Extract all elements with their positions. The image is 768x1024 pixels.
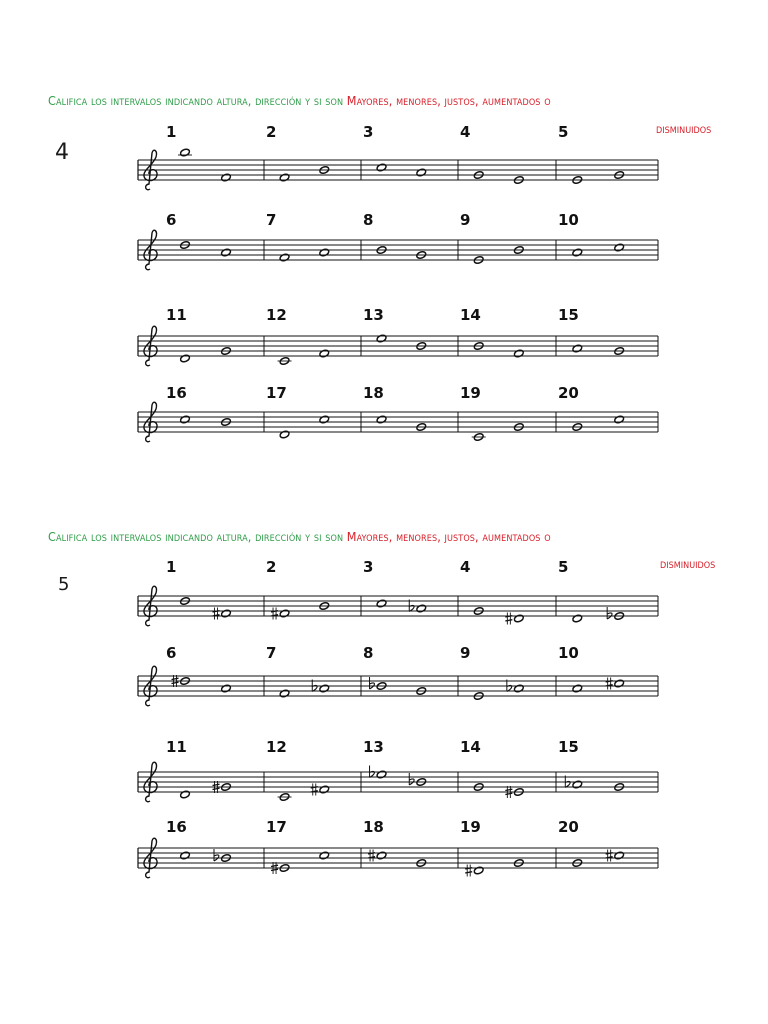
measure-number: 6: [166, 211, 177, 229]
measure-number: 17: [266, 384, 287, 402]
whole-note: [180, 354, 191, 363]
measure-number: 9: [460, 644, 471, 662]
measure-number: 14: [460, 738, 481, 756]
whole-note: [473, 607, 484, 616]
interval-measure: [166, 384, 231, 426]
interval-measure: [460, 738, 524, 798]
interval-measure: [460, 306, 524, 358]
interval-measure: [460, 384, 524, 441]
interval-measure: [166, 644, 231, 693]
whole-note: [614, 347, 625, 356]
whole-note: [180, 241, 191, 250]
measure-number: 1: [166, 123, 177, 141]
whole-note: [614, 171, 625, 180]
whole-note: [221, 609, 232, 618]
whole-note: [572, 423, 583, 432]
flat-sign: [409, 773, 414, 785]
whole-note: [221, 854, 232, 863]
whole-note: [416, 342, 427, 351]
measure-number: 13: [363, 738, 384, 756]
treble-clef-icon: [144, 762, 157, 802]
staff-row: [138, 818, 658, 878]
measure-number: 4: [460, 558, 471, 576]
interval-measure: [166, 818, 231, 862]
measure-number: 8: [363, 211, 374, 229]
whole-note: [376, 770, 387, 779]
sharp-sign: [465, 865, 472, 877]
whole-note: [319, 248, 330, 257]
whole-note: [180, 597, 191, 606]
flat-sign: [409, 600, 414, 612]
sharp-sign: [606, 678, 613, 690]
flat-sign: [565, 776, 570, 788]
sharp-sign: [368, 850, 375, 862]
interval-measure: [363, 818, 427, 867]
whole-note: [473, 692, 484, 701]
whole-note: [376, 246, 387, 255]
interval-measure: [166, 123, 231, 182]
interval-measure: [558, 384, 625, 431]
whole-note: [614, 783, 625, 792]
instruction-red-continuation-ex4: disminuidos: [656, 121, 712, 136]
interval-measure: [558, 738, 625, 791]
whole-note: [473, 256, 484, 265]
interval-measure: [460, 123, 524, 184]
measure-number: 17: [266, 818, 287, 836]
measure-number: 7: [266, 211, 277, 229]
whole-note: [513, 246, 524, 255]
sharp-sign: [505, 786, 512, 798]
interval-measure: [266, 123, 330, 182]
interval-measure: [266, 306, 330, 365]
interval-measure: [460, 644, 524, 700]
treble-clef-icon: [144, 230, 157, 270]
interval-measure: [266, 738, 330, 801]
whole-note: [416, 604, 427, 613]
measure-number: 16: [166, 384, 187, 402]
whole-note: [221, 684, 232, 693]
measure-number: 10: [558, 644, 579, 662]
whole-note: [614, 612, 625, 621]
measure-number: 18: [363, 384, 384, 402]
exercise-4: [138, 123, 658, 442]
whole-note: [473, 171, 484, 180]
whole-note: [279, 864, 290, 873]
whole-note: [572, 780, 583, 789]
whole-note: [319, 166, 330, 175]
whole-note: [513, 859, 524, 868]
staff-row: [138, 558, 658, 626]
whole-note: [572, 684, 583, 693]
whole-note: [513, 176, 524, 185]
sharp-sign: [505, 613, 512, 625]
whole-note: [376, 415, 387, 424]
flat-sign: [214, 849, 219, 861]
measure-number: 15: [558, 738, 579, 756]
whole-note: [614, 243, 625, 252]
interval-measure: [558, 818, 625, 867]
interval-measure: [558, 211, 625, 257]
measure-number: 3: [363, 123, 374, 141]
whole-note: [180, 790, 191, 799]
whole-note: [376, 682, 387, 691]
measure-number: 12: [266, 306, 287, 324]
sharp-sign: [271, 862, 278, 874]
interval-measure: [363, 211, 427, 259]
measure-number: 9: [460, 211, 471, 229]
whole-note: [513, 684, 524, 693]
staff-row: [138, 644, 658, 706]
measure-number: 5: [558, 558, 569, 576]
flat-sign: [607, 607, 612, 619]
interval-measure: [166, 306, 231, 363]
treble-clef-icon: [144, 838, 157, 878]
treble-clef-icon: [144, 326, 157, 366]
measure-number: 13: [363, 306, 384, 324]
whole-note: [221, 173, 232, 182]
measure-number: 7: [266, 644, 277, 662]
interval-measure: [558, 123, 625, 184]
measure-number: 2: [266, 558, 277, 576]
whole-note: [572, 859, 583, 868]
interval-measure: [266, 818, 330, 874]
instruction-red-text: Mayores, menores, justos, aumentados o: [346, 529, 551, 544]
whole-note: [319, 349, 330, 358]
whole-note: [376, 163, 387, 172]
measure-number: 4: [460, 123, 471, 141]
whole-note: [416, 423, 427, 432]
measure-number: 20: [558, 384, 579, 402]
whole-note: [279, 430, 290, 439]
whole-note: [221, 347, 232, 356]
interval-measure: [363, 738, 427, 786]
instruction-line-ex5: [48, 529, 551, 544]
whole-note: [473, 433, 484, 442]
whole-note: [319, 785, 330, 794]
exercise-number: 4: [55, 140, 69, 165]
flat-sign: [370, 677, 375, 689]
whole-note: [473, 342, 484, 351]
whole-note: [221, 418, 232, 427]
interval-measure: [558, 558, 625, 623]
instruction-green-text: Califica los intervalos indicando altura, dirección y si son: [48, 93, 344, 108]
whole-note: [279, 173, 290, 182]
measure-number: 2: [266, 123, 277, 141]
whole-note: [473, 783, 484, 792]
whole-note: [279, 609, 290, 618]
whole-note: [319, 684, 330, 693]
staff-row: [138, 123, 658, 190]
sharp-sign: [213, 781, 220, 793]
instruction-red-continuation-ex5: disminuidos: [660, 556, 716, 571]
staff-row: [138, 384, 658, 442]
interval-measure: [558, 306, 625, 355]
flat-sign: [507, 680, 512, 692]
interval-measure: [460, 558, 524, 625]
measure-number: 11: [166, 738, 187, 756]
interval-measure: [166, 558, 231, 620]
whole-note: [513, 423, 524, 432]
staff-row: [138, 738, 658, 802]
whole-note: [279, 253, 290, 262]
measure-number: 14: [460, 306, 481, 324]
whole-note: [513, 614, 524, 623]
whole-note: [279, 689, 290, 698]
interval-measure: [558, 644, 625, 693]
whole-note: [513, 788, 524, 797]
sharp-sign: [311, 784, 318, 796]
interval-measure: [266, 558, 330, 620]
measure-number: 18: [363, 818, 384, 836]
whole-note: [221, 783, 232, 792]
whole-note: [614, 415, 625, 424]
whole-note: [376, 851, 387, 860]
whole-note: [376, 334, 387, 343]
whole-note: [319, 415, 330, 424]
interval-measure: [266, 384, 330, 439]
whole-note: [416, 687, 427, 696]
whole-note: [279, 793, 290, 802]
measure-number: 1: [166, 558, 177, 576]
whole-note: [180, 677, 191, 686]
whole-note: [416, 168, 427, 177]
instruction-line-ex4: [48, 93, 551, 108]
exercise-number: 5: [58, 574, 70, 595]
whole-note: [376, 599, 387, 608]
interval-measure: [166, 738, 231, 799]
measure-number: 5: [558, 123, 569, 141]
measure-number: 12: [266, 738, 287, 756]
interval-measure: [266, 211, 330, 262]
sharp-sign: [172, 675, 179, 687]
measure-number: 15: [558, 306, 579, 324]
treble-clef-icon: [144, 150, 157, 190]
whole-note: [572, 176, 583, 185]
flat-sign: [370, 766, 375, 778]
measure-number: 20: [558, 818, 579, 836]
sharp-sign: [606, 850, 613, 862]
treble-clef-icon: [144, 666, 157, 706]
whole-note: [319, 851, 330, 860]
whole-note: [572, 614, 583, 623]
instruction-green-text: Califica los intervalos indicando altura, dirección y si son: [48, 529, 344, 544]
measure-number: 16: [166, 818, 187, 836]
whole-note: [416, 859, 427, 868]
sharp-sign: [213, 608, 220, 620]
interval-measure: [363, 306, 427, 350]
whole-note: [513, 349, 524, 358]
whole-note: [572, 344, 583, 353]
measure-number: 11: [166, 306, 187, 324]
treble-clef-icon: [144, 586, 157, 626]
measure-number: 19: [460, 818, 481, 836]
whole-note: [180, 148, 191, 157]
whole-note: [614, 679, 625, 688]
whole-note: [416, 251, 427, 260]
flat-sign: [312, 680, 317, 692]
measure-number: 8: [363, 644, 374, 662]
interval-measure: [460, 211, 524, 264]
measure-number: 3: [363, 558, 374, 576]
instruction-red-text: Mayores, menores, justos, aumentados o: [346, 93, 551, 108]
exercise-5: [138, 558, 658, 878]
whole-note: [180, 851, 191, 860]
whole-note: [416, 778, 427, 787]
whole-note: [614, 851, 625, 860]
measure-number: 10: [558, 211, 579, 229]
whole-note: [221, 248, 232, 257]
whole-note: [279, 357, 290, 366]
interval-measure: [460, 818, 524, 877]
interval-measure: [166, 211, 231, 257]
interval-measure: [363, 558, 427, 613]
staff-row: [138, 211, 658, 270]
whole-note: [473, 866, 484, 875]
staff-row: [138, 306, 658, 366]
whole-note: [319, 602, 330, 611]
whole-note: [180, 415, 191, 424]
interval-measure: [363, 644, 427, 695]
interval-measure: [266, 644, 330, 698]
treble-clef-icon: [144, 402, 157, 442]
measure-number: 19: [460, 384, 481, 402]
measure-number: 6: [166, 644, 177, 662]
sharp-sign: [271, 608, 278, 620]
interval-measure: [363, 384, 427, 431]
whole-note: [572, 248, 583, 257]
interval-measure: [363, 123, 427, 177]
